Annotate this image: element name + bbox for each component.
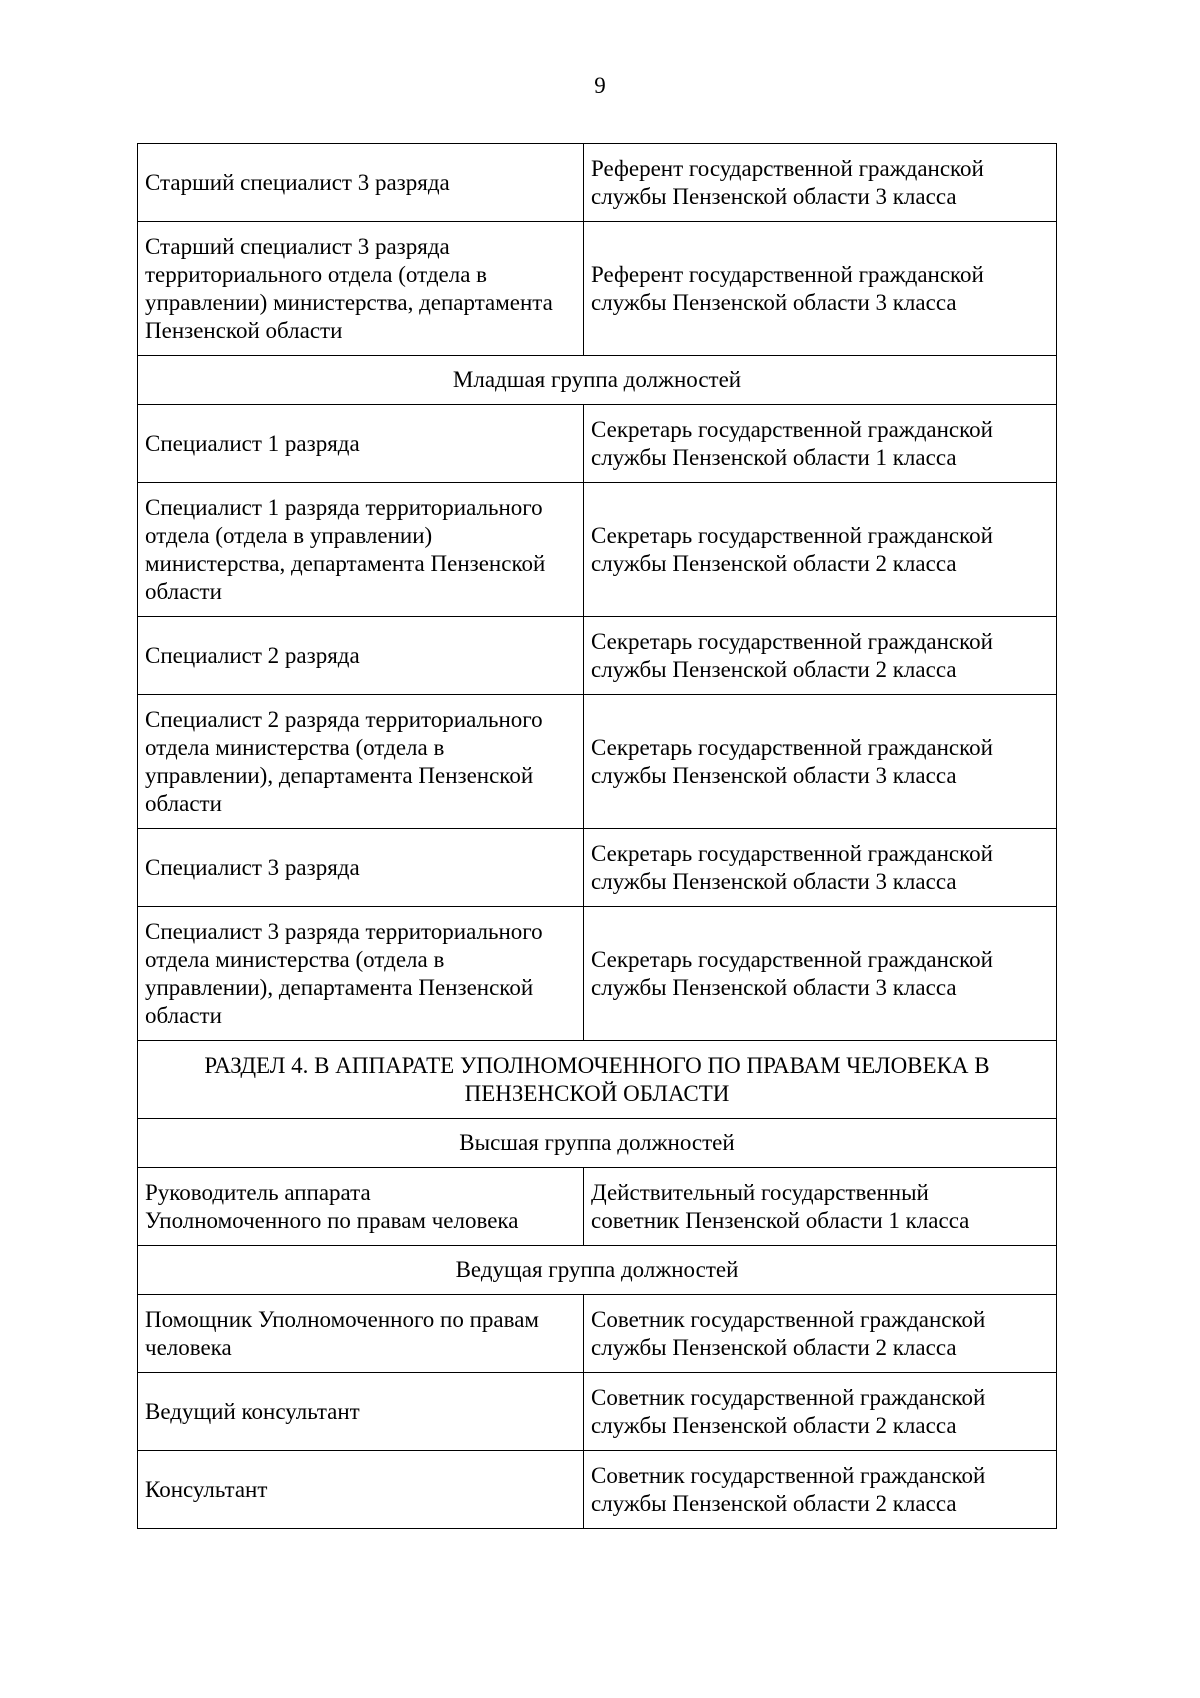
table-row — [138, 617, 1057, 695]
position-cell: Старший специалист 3 разряда — [138, 144, 584, 222]
table-row — [138, 1373, 1057, 1451]
rank-cell: Советник государственной гражданской службы Пензенской области 2 класса — [584, 1451, 1057, 1529]
rank-cell: Советник государственной гражданской службы Пензенской области 2 класса — [584, 1373, 1057, 1451]
table-row — [138, 1295, 1057, 1373]
position-cell: Старший специалист 3 разряда территориального отдела (отдела в управлении) министерства, департамента Пензенской области — [138, 222, 584, 356]
table-row — [138, 483, 1057, 617]
position-cell: Консультант — [138, 1451, 584, 1529]
table-row — [138, 907, 1057, 1041]
table-row — [138, 222, 1057, 356]
table-row — [138, 695, 1057, 829]
position-cell: Ведущий консультант — [138, 1373, 584, 1451]
group-heading-row — [138, 1246, 1057, 1295]
positions-table — [137, 143, 1057, 1529]
positions-table-body — [138, 144, 1057, 1529]
position-cell: Специалист 3 разряда — [138, 829, 584, 907]
group-heading-row — [138, 1119, 1057, 1168]
position-cell: Специалист 1 разряда — [138, 405, 584, 483]
rank-cell: Секретарь государственной гражданской службы Пензенской области 3 класса — [584, 829, 1057, 907]
rank-cell: Секретарь государственной гражданской службы Пензенской области 1 класса — [584, 405, 1057, 483]
rank-cell: Референт государственной гражданской службы Пензенской области 3 класса — [584, 144, 1057, 222]
table-row — [138, 1168, 1057, 1246]
table-row — [138, 1451, 1057, 1529]
section-heading-row — [138, 1041, 1057, 1119]
section-heading: РАЗДЕЛ 4. В АППАРАТЕ УПОЛНОМОЧЕННОГО ПО ПРАВАМ ЧЕЛОВЕКА В ПЕНЗЕНСКОЙ ОБЛАСТИ — [138, 1041, 1057, 1119]
table-row — [138, 829, 1057, 907]
group-heading: Ведущая группа должностей — [138, 1246, 1057, 1295]
table-row — [138, 405, 1057, 483]
rank-cell: Секретарь государственной гражданской службы Пензенской области 3 класса — [584, 907, 1057, 1041]
rank-cell: Секретарь государственной гражданской службы Пензенской области 2 класса — [584, 483, 1057, 617]
rank-cell: Секретарь государственной гражданской службы Пензенской области 2 класса — [584, 617, 1057, 695]
rank-cell: Секретарь государственной гражданской службы Пензенской области 3 класса — [584, 695, 1057, 829]
position-cell: Специалист 2 разряда территориального отдела министерства (отдела в управлении), департамента Пензенской области — [138, 695, 584, 829]
position-cell: Специалист 1 разряда территориального отдела (отдела в управлении) министерства, департамента Пензенской области — [138, 483, 584, 617]
position-cell: Руководитель аппарата Уполномоченного по правам человека — [138, 1168, 584, 1246]
position-cell: Специалист 2 разряда — [138, 617, 584, 695]
group-heading: Младшая группа должностей — [138, 356, 1057, 405]
rank-cell: Референт государственной гражданской службы Пензенской области 3 класса — [584, 222, 1057, 356]
position-cell: Специалист 3 разряда территориального отдела министерства (отдела в управлении), департамента Пензенской области — [138, 907, 584, 1041]
group-heading: Высшая группа должностей — [138, 1119, 1057, 1168]
table-row — [138, 144, 1057, 222]
group-heading-row — [138, 356, 1057, 405]
page-number: 9 — [594, 73, 606, 98]
rank-cell: Действительный государственный советник Пензенской области 1 класса — [584, 1168, 1057, 1246]
position-cell: Помощник Уполномоченного по правам человека — [138, 1295, 584, 1373]
rank-cell: Советник государственной гражданской службы Пензенской области 2 класса — [584, 1295, 1057, 1373]
